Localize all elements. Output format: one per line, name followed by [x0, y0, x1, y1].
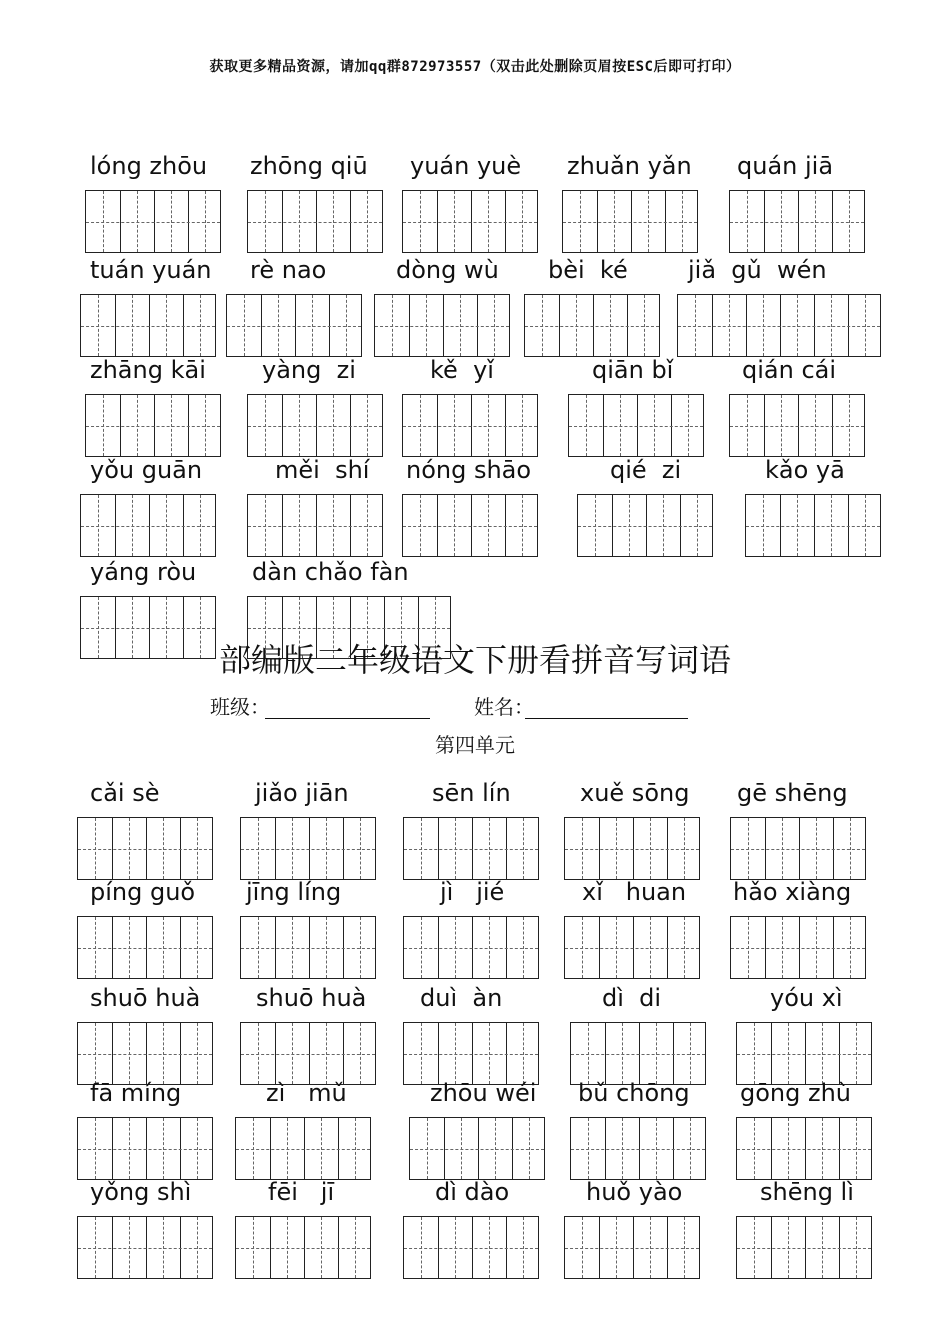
writing-grid[interactable] [77, 817, 213, 880]
pinyin-prompt: jiǎ gǔ wén [688, 256, 827, 284]
writing-grid[interactable] [80, 294, 216, 357]
pinyin-prompt: zì mǔ [266, 1079, 347, 1107]
writing-grid[interactable] [240, 817, 376, 880]
page-header[interactable]: 获取更多精品资源，请加qq群872973557（双击此处删除页眉按ESC后即可打印） [209, 59, 741, 75]
name-field[interactable] [525, 718, 688, 719]
writing-grid[interactable] [570, 1022, 706, 1085]
pinyin-prompt: zhāng kāi [90, 356, 206, 384]
writing-grid[interactable] [736, 1117, 872, 1180]
pinyin-prompt: qián cái [742, 356, 837, 384]
pinyin-prompt: shuō huà [90, 984, 201, 1012]
pinyin-prompt: píng guǒ [90, 878, 196, 906]
writing-grid[interactable] [77, 916, 213, 979]
pinyin-prompt: quán jiā [737, 152, 834, 180]
pinyin-prompt: gē shēng [737, 779, 848, 807]
writing-grid[interactable] [247, 494, 383, 557]
writing-grid[interactable] [226, 294, 362, 357]
pinyin-prompt: xǐ huan [582, 878, 687, 906]
pinyin-prompt: kě yǐ [430, 356, 494, 384]
pinyin-prompt: qiān bǐ [592, 356, 674, 384]
pinyin-prompt: xuě sōng [580, 779, 690, 807]
pinyin-prompt: bèi ké [548, 256, 628, 284]
writing-grid[interactable] [77, 1117, 213, 1180]
writing-grid[interactable] [409, 1117, 545, 1180]
pinyin-prompt: dòng wù [396, 256, 499, 284]
pinyin-prompt: yáng ròu [90, 558, 197, 586]
writing-grid[interactable] [564, 1216, 700, 1279]
pinyin-prompt: bǔ chōng [578, 1079, 690, 1107]
writing-grid[interactable] [77, 1022, 213, 1085]
pinyin-prompt: yuán yuè [410, 152, 522, 180]
writing-grid[interactable] [736, 1216, 872, 1279]
pinyin-prompt: yóu xì [770, 984, 843, 1012]
pinyin-prompt: sēn lín [432, 779, 511, 807]
pinyin-prompt: huǒ yào [586, 1178, 683, 1206]
writing-grid[interactable] [80, 494, 216, 557]
writing-grid[interactable] [745, 494, 881, 557]
pinyin-prompt: shuō huà [256, 984, 367, 1012]
pinyin-prompt: yàng zi [262, 356, 356, 384]
pinyin-prompt: qié zi [610, 456, 682, 484]
pinyin-prompt: yǒu guān [90, 456, 203, 484]
writing-grid[interactable] [736, 1022, 872, 1085]
writing-grid[interactable] [730, 817, 866, 880]
pinyin-prompt: dàn chǎo fàn [252, 558, 409, 586]
pinyin-prompt: jīng líng [246, 878, 342, 906]
writing-grid[interactable] [235, 1216, 371, 1279]
unit-heading: 第四单元 [435, 733, 515, 757]
writing-grid[interactable] [564, 817, 700, 880]
class-field[interactable] [265, 718, 430, 719]
pinyin-prompt: nóng shāo [406, 456, 532, 484]
writing-grid[interactable] [247, 190, 383, 253]
writing-grid[interactable] [403, 916, 539, 979]
pinyin-prompt: rè nao [250, 256, 327, 284]
writing-grid[interactable] [729, 394, 865, 457]
writing-grid[interactable] [77, 1216, 213, 1279]
pinyin-prompt: fā míng [90, 1079, 182, 1107]
writing-grid[interactable] [85, 190, 221, 253]
writing-grid[interactable] [235, 1117, 371, 1180]
name-label: 姓名： [474, 695, 534, 719]
writing-grid[interactable] [240, 1022, 376, 1085]
pinyin-prompt: fēi jī [268, 1178, 335, 1206]
writing-grid[interactable] [402, 190, 538, 253]
pinyin-prompt: zhuǎn yǎn [567, 152, 692, 180]
pinyin-prompt: lóng zhōu [90, 152, 208, 180]
writing-grid[interactable] [240, 916, 376, 979]
pinyin-prompt: zhōu wéi [430, 1079, 537, 1107]
writing-grid[interactable] [85, 394, 221, 457]
pinyin-prompt: yǒng shì [90, 1178, 192, 1206]
writing-grid[interactable] [524, 294, 660, 357]
pinyin-prompt: tuán yuán [90, 256, 212, 284]
writing-grid[interactable] [562, 190, 698, 253]
writing-grid[interactable] [729, 190, 865, 253]
pinyin-prompt: jì jié [440, 878, 505, 906]
pinyin-prompt: dì di [602, 984, 662, 1012]
pinyin-prompt: cǎi sè [90, 779, 160, 807]
worksheet-title: 部编版二年级语文下册看拼音写词语 [218, 641, 731, 679]
writing-grid[interactable] [374, 294, 510, 357]
writing-grid[interactable] [403, 1216, 539, 1279]
writing-grid[interactable] [564, 916, 700, 979]
writing-grid[interactable] [568, 394, 704, 457]
pinyin-prompt: hǎo xiàng [733, 878, 852, 906]
pinyin-prompt: dì dào [435, 1178, 510, 1206]
pinyin-prompt: gōng zhù [740, 1079, 852, 1107]
writing-grid[interactable] [677, 294, 881, 357]
pinyin-prompt: zhōng qiū [250, 152, 368, 180]
pinyin-prompt: měi shí [275, 456, 370, 484]
writing-grid[interactable] [403, 817, 539, 880]
pinyin-prompt: jiǎo jiān [255, 779, 349, 807]
writing-grid[interactable] [247, 394, 383, 457]
writing-grid[interactable] [577, 494, 713, 557]
writing-grid[interactable] [402, 494, 538, 557]
pinyin-prompt: shēng lì [760, 1178, 854, 1206]
class-label: 班级： [210, 695, 270, 719]
pinyin-prompt: duì àn [420, 984, 503, 1012]
pinyin-prompt: kǎo yā [765, 456, 845, 484]
writing-grid[interactable] [730, 916, 866, 979]
writing-grid[interactable] [570, 1117, 706, 1180]
writing-grid[interactable] [402, 394, 538, 457]
writing-grid[interactable] [403, 1022, 539, 1085]
